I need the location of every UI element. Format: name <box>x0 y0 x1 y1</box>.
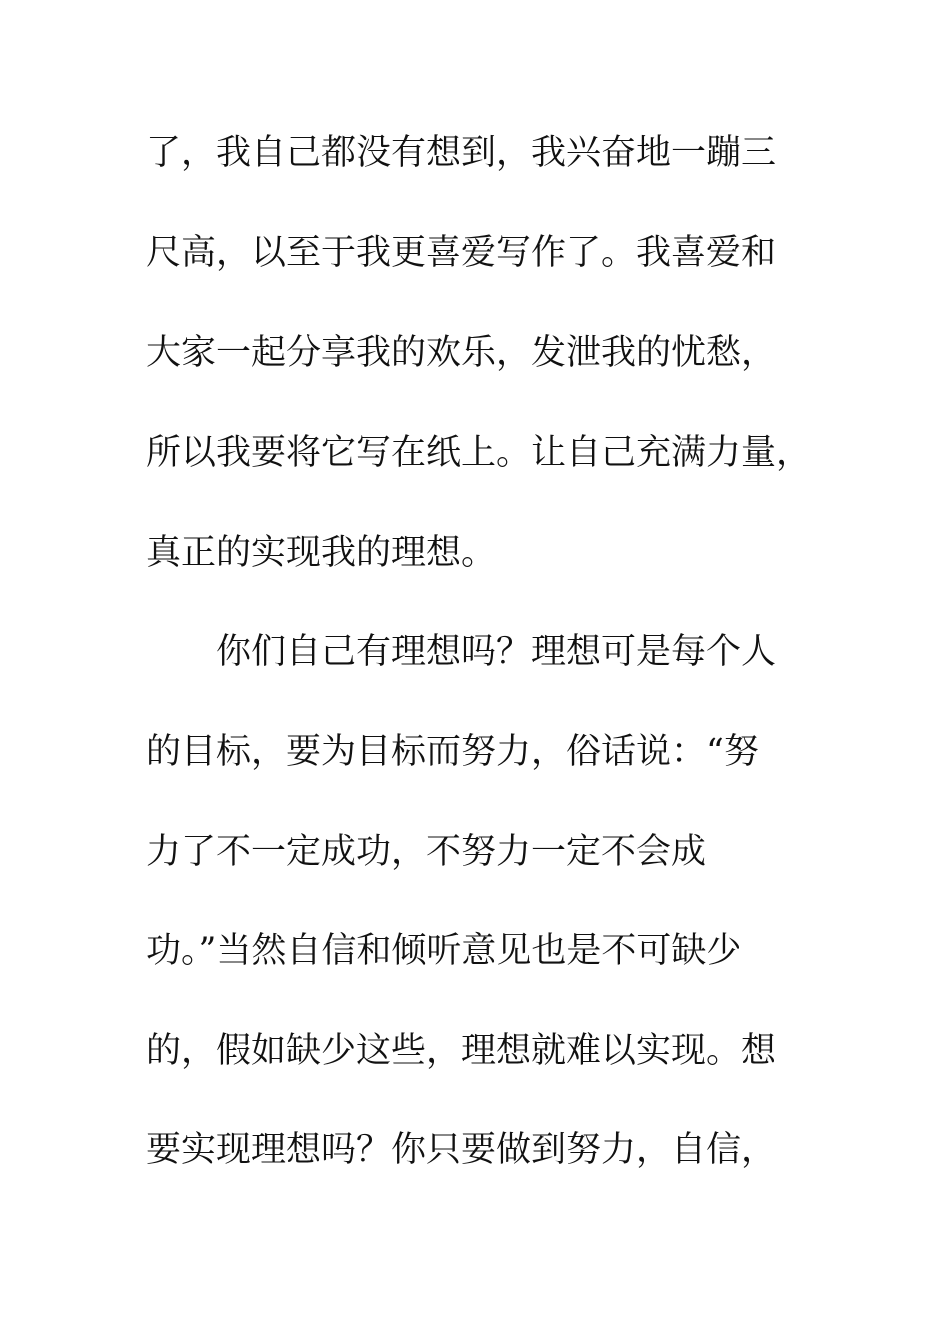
text-line: 的目标，要为目标而努力，俗话说：“努 <box>146 732 759 772</box>
text-line: 尺高，以至于我更喜爱写作了。我喜爱和 <box>146 233 777 273</box>
text-line: 了，我自己都没有想到，我兴奋地一蹦三 <box>146 133 777 173</box>
text-line: 功。”当然自信和倾听意见也是不可缺少 <box>146 931 742 971</box>
text-line: 的，假如缺少这些，理想就难以实现。想 <box>146 1031 777 1071</box>
text-line: 真正的实现我的理想。 <box>146 533 497 573</box>
paragraph-start-line: 你们自己有理想吗？理想可是每个人 <box>216 632 777 672</box>
text-line: 要实现理想吗？你只要做到努力，自信， <box>146 1130 777 1170</box>
text-line: 大家一起分享我的欢乐，发泄我的忧愁， <box>146 333 777 373</box>
text-line: 力了不一定成功，不努力一定不会成 <box>146 832 707 872</box>
text-line: 所以我要将它写在纸上。让自己充满力量， <box>146 433 812 473</box>
